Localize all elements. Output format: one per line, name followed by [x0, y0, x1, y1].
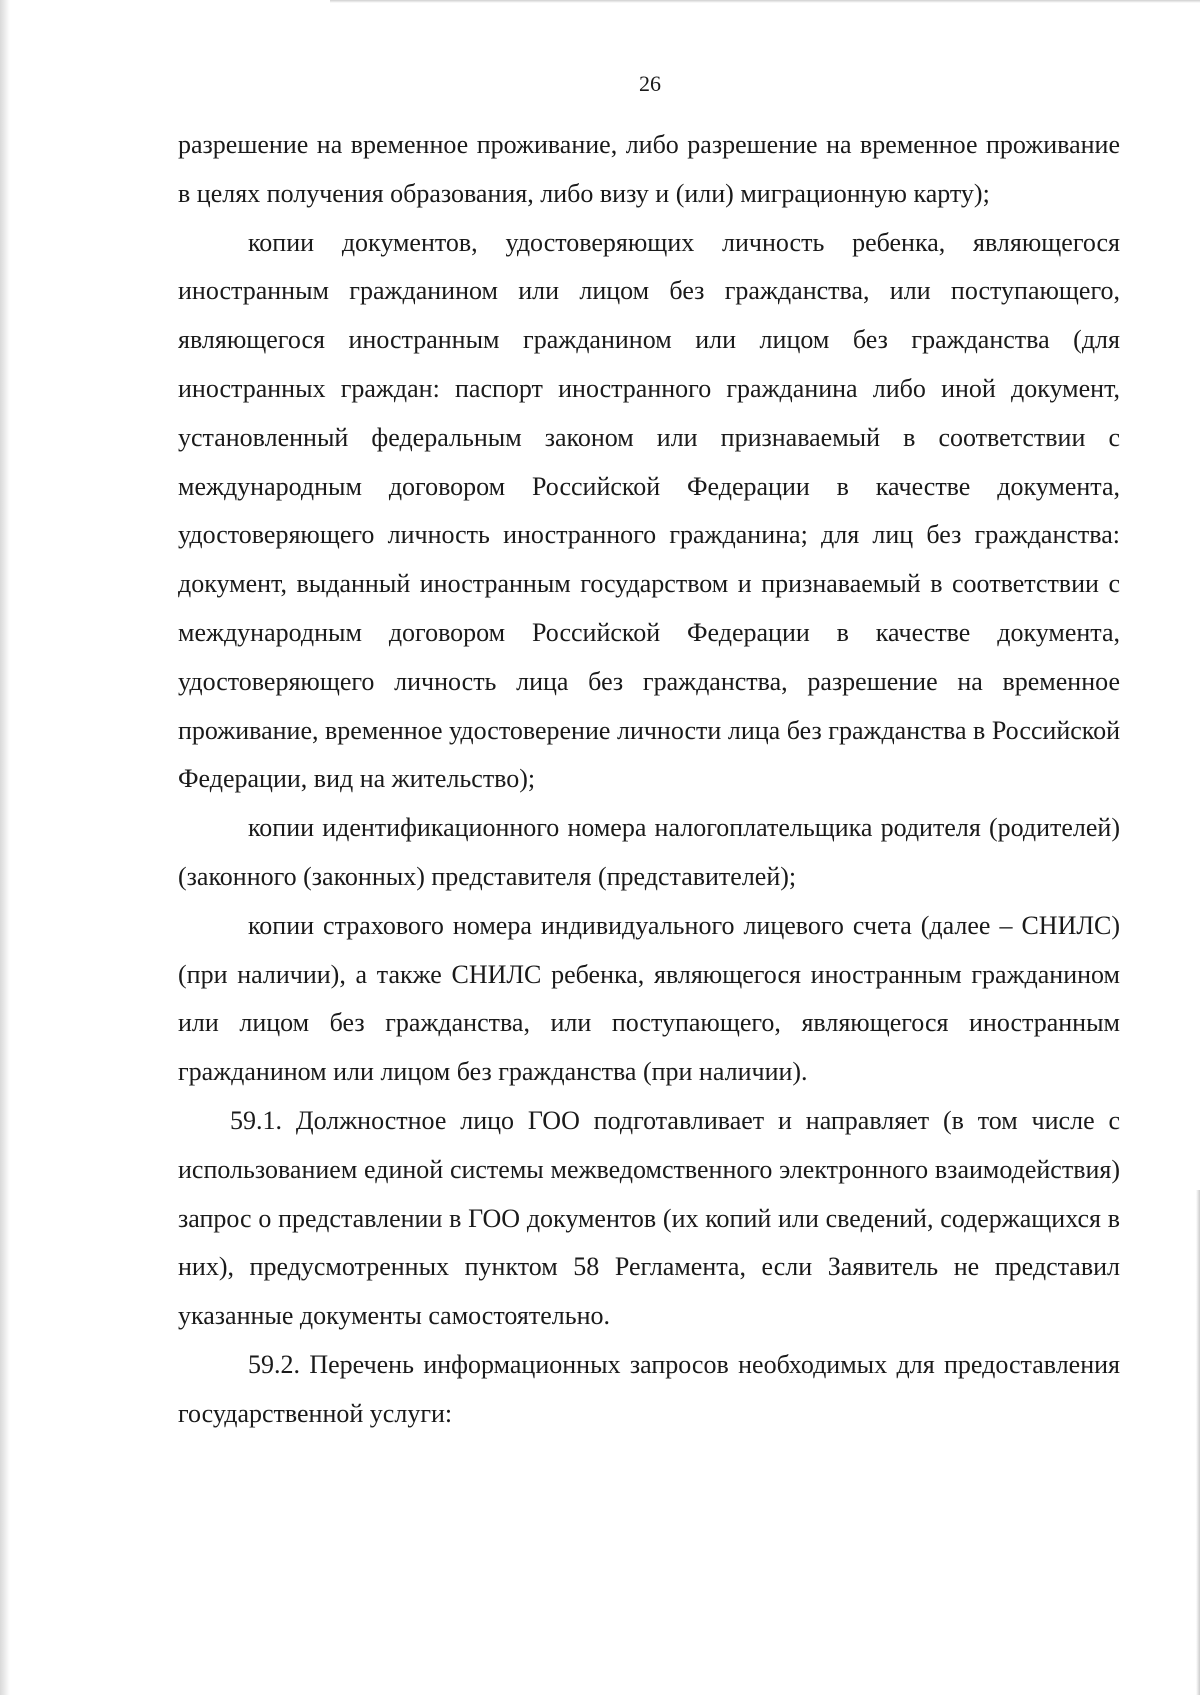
scan-edge-top — [330, 0, 1200, 3]
paragraph-child-id-docs: копии документов, удостоверяющих личность ребенка, являющегося иностранным гражданином или лицом без гражданства, или поступающего, являющегося иностранным гражданином или лицом без гражданства (для иностранных граждан: паспорт иностранного гражданина либо иной документ, установленный федеральным законом или признаваемый в соответствии с международным договором Российской Федерации в качестве документа, удостоверяющего личность иностранного гражданина; для лиц без гражданства: документ, выданный иностранным государством и признаваемый в соответствии с международным договором Российской Федерации в качестве документа, удостоверяющего личность лица без гражданства, разрешение на временное проживание, временное удостоверение личности лица без гражданства в Российской Федерации, вид на жительство); — [178, 227, 1120, 794]
scan-edge-left — [0, 0, 10, 1695]
document-body — [178, 121, 1120, 1439]
paragraph-continuation: разрешение на временное проживание, либо разрешение на временное проживание в целях получения образования, либо визу и (или) миграционную карту); — [178, 130, 1120, 208]
paragraph-inn-copies: копии идентификационного номера налогоплательщика родителя (родителей) (законного (законных) представителя (представителей); — [178, 813, 1120, 891]
scan-edge-right — [1196, 1190, 1200, 1695]
paragraph-59-1: 59.1. Должностное лицо ГОО подготавливает и направляет (в том числе с использованием единой системы межведомственного электронного взаимодействия) запрос о представлении в ГОО документов (их копий или сведений, содержащихся в них), предусмотренных пунктом 58 Регламента, если Заявитель не представил указанные документы самостоятельно. — [178, 1105, 1120, 1331]
paragraph-59-2: 59.2. Перечень информационных запросов необходимых для предоставления государственной услуги: — [178, 1349, 1120, 1428]
page-number: 26 — [639, 71, 661, 96]
paragraph-snils-copies: копии страхового номера индивидуального лицевого счета (далее – СНИЛС) (при наличии), а также СНИЛС ребенка, являющегося иностранным гражданином или лицом без гражданства, или поступающего, являющегося иностранным гражданином или лицом без гражданства (при наличии). — [178, 910, 1120, 1087]
